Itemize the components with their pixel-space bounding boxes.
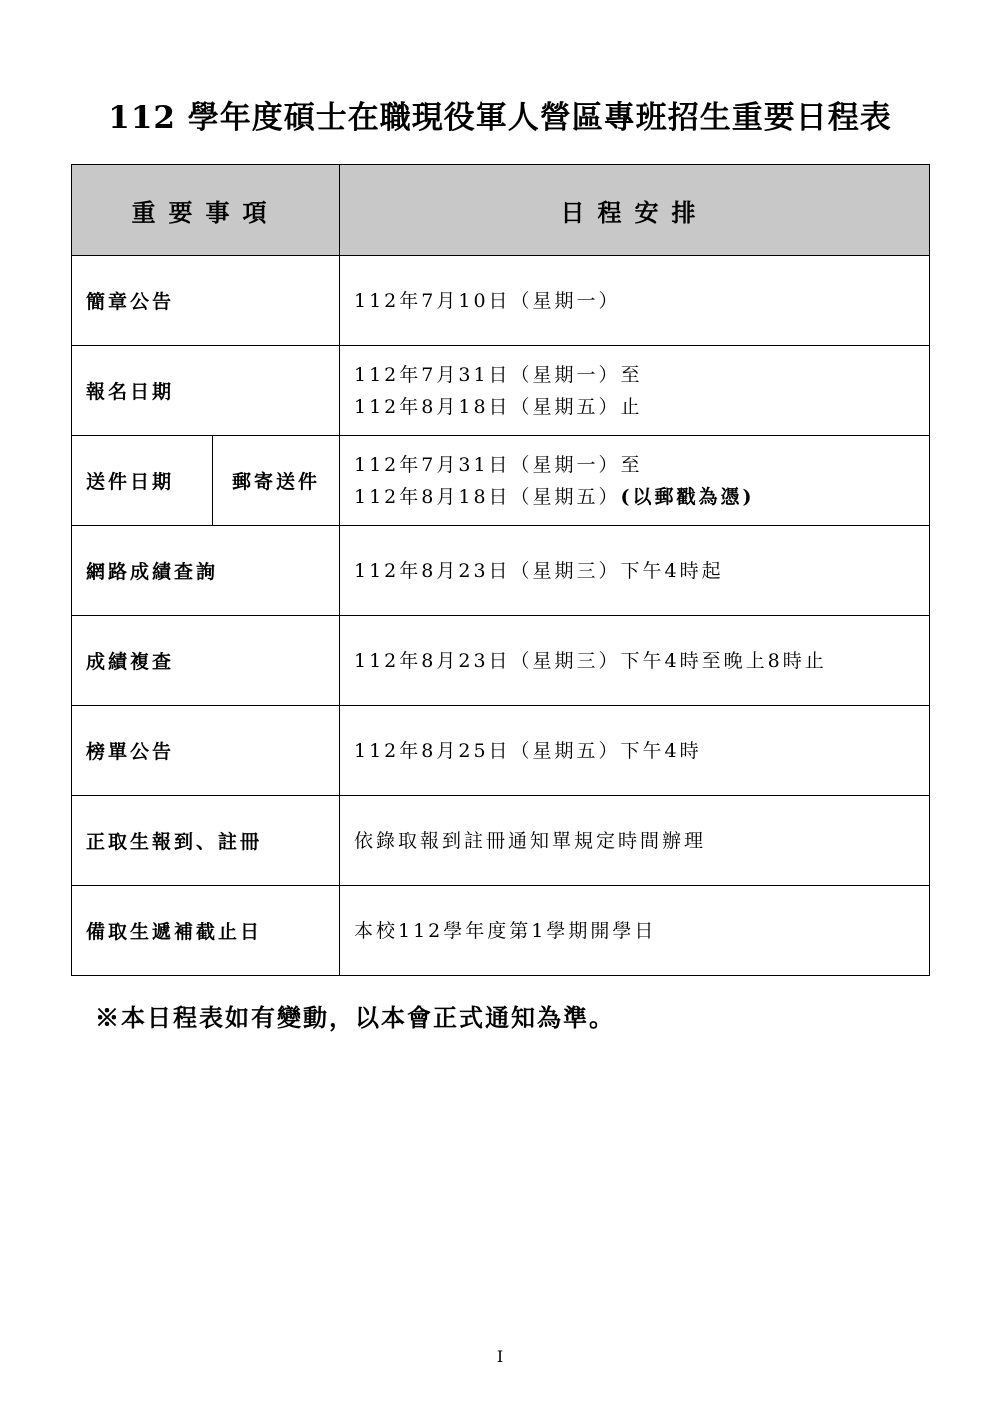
row-schedule: [340, 436, 930, 526]
row-schedule: [340, 706, 930, 796]
page-number: I: [496, 1347, 504, 1366]
row-item: 報名日期: [72, 346, 340, 436]
schedule-line-date: 112年8月18日（星期五）: [354, 485, 621, 508]
table-row: [72, 706, 930, 796]
row-schedule: [340, 796, 930, 886]
row-item: 成績複查: [72, 616, 340, 706]
schedule-line: 112年8月18日（星期五）止: [354, 395, 643, 418]
schedule-line: 112年8月23日（星期三）下午4時起: [354, 559, 724, 582]
page-title: 112 學年度碩士在職現役軍人營區專班招生重要日程表: [108, 100, 892, 136]
schedule-line: 112年7月31日（星期一）至: [354, 363, 643, 386]
schedule-line: 112年7月31日（星期一）至: [354, 453, 643, 476]
table-row: [72, 436, 930, 526]
row-item: 正取生報到、註冊: [72, 796, 340, 886]
row-subitem: 郵寄送件: [213, 436, 340, 526]
row-schedule: [340, 256, 930, 346]
table-row: [72, 346, 930, 436]
table-row: [72, 526, 930, 616]
schedule-line: 112年8月23日（星期三）下午4時至晚上8時止: [354, 649, 827, 672]
notice-text: ※本日程表如有變動，以本會正式通知為準。: [95, 1003, 615, 1032]
row-schedule: [340, 526, 930, 616]
header-schedule: 日程安排: [340, 165, 930, 256]
schedule-line: 112年8月25日（星期五）下午4時: [354, 739, 702, 762]
row-item: 送件日期: [72, 436, 213, 526]
row-item: 榜單公告: [72, 706, 340, 796]
row-schedule: [340, 346, 930, 436]
row-schedule: [340, 616, 930, 706]
header-item: 重要事項: [72, 165, 340, 256]
row-item: 備取生遞補截止日: [72, 886, 340, 976]
schedule-line: 本校112學年度第1學期開學日: [354, 919, 657, 942]
row-schedule: [340, 886, 930, 976]
schedule-line: 112年7月10日（星期一）: [354, 289, 621, 312]
row-item: 簡章公告: [72, 256, 340, 346]
schedule-line: [354, 481, 929, 513]
table-header-row: [72, 165, 930, 256]
schedule-line: 依錄取報到註冊通知單規定時間辦理: [354, 829, 707, 852]
row-item: 網路成績查詢: [72, 526, 340, 616]
table-row: [72, 256, 930, 346]
table-row: [72, 796, 930, 886]
table-row: [72, 886, 930, 976]
table-row: [72, 616, 930, 706]
schedule-table: [71, 164, 930, 976]
postmark-note: (以郵戳為憑): [620, 485, 755, 508]
